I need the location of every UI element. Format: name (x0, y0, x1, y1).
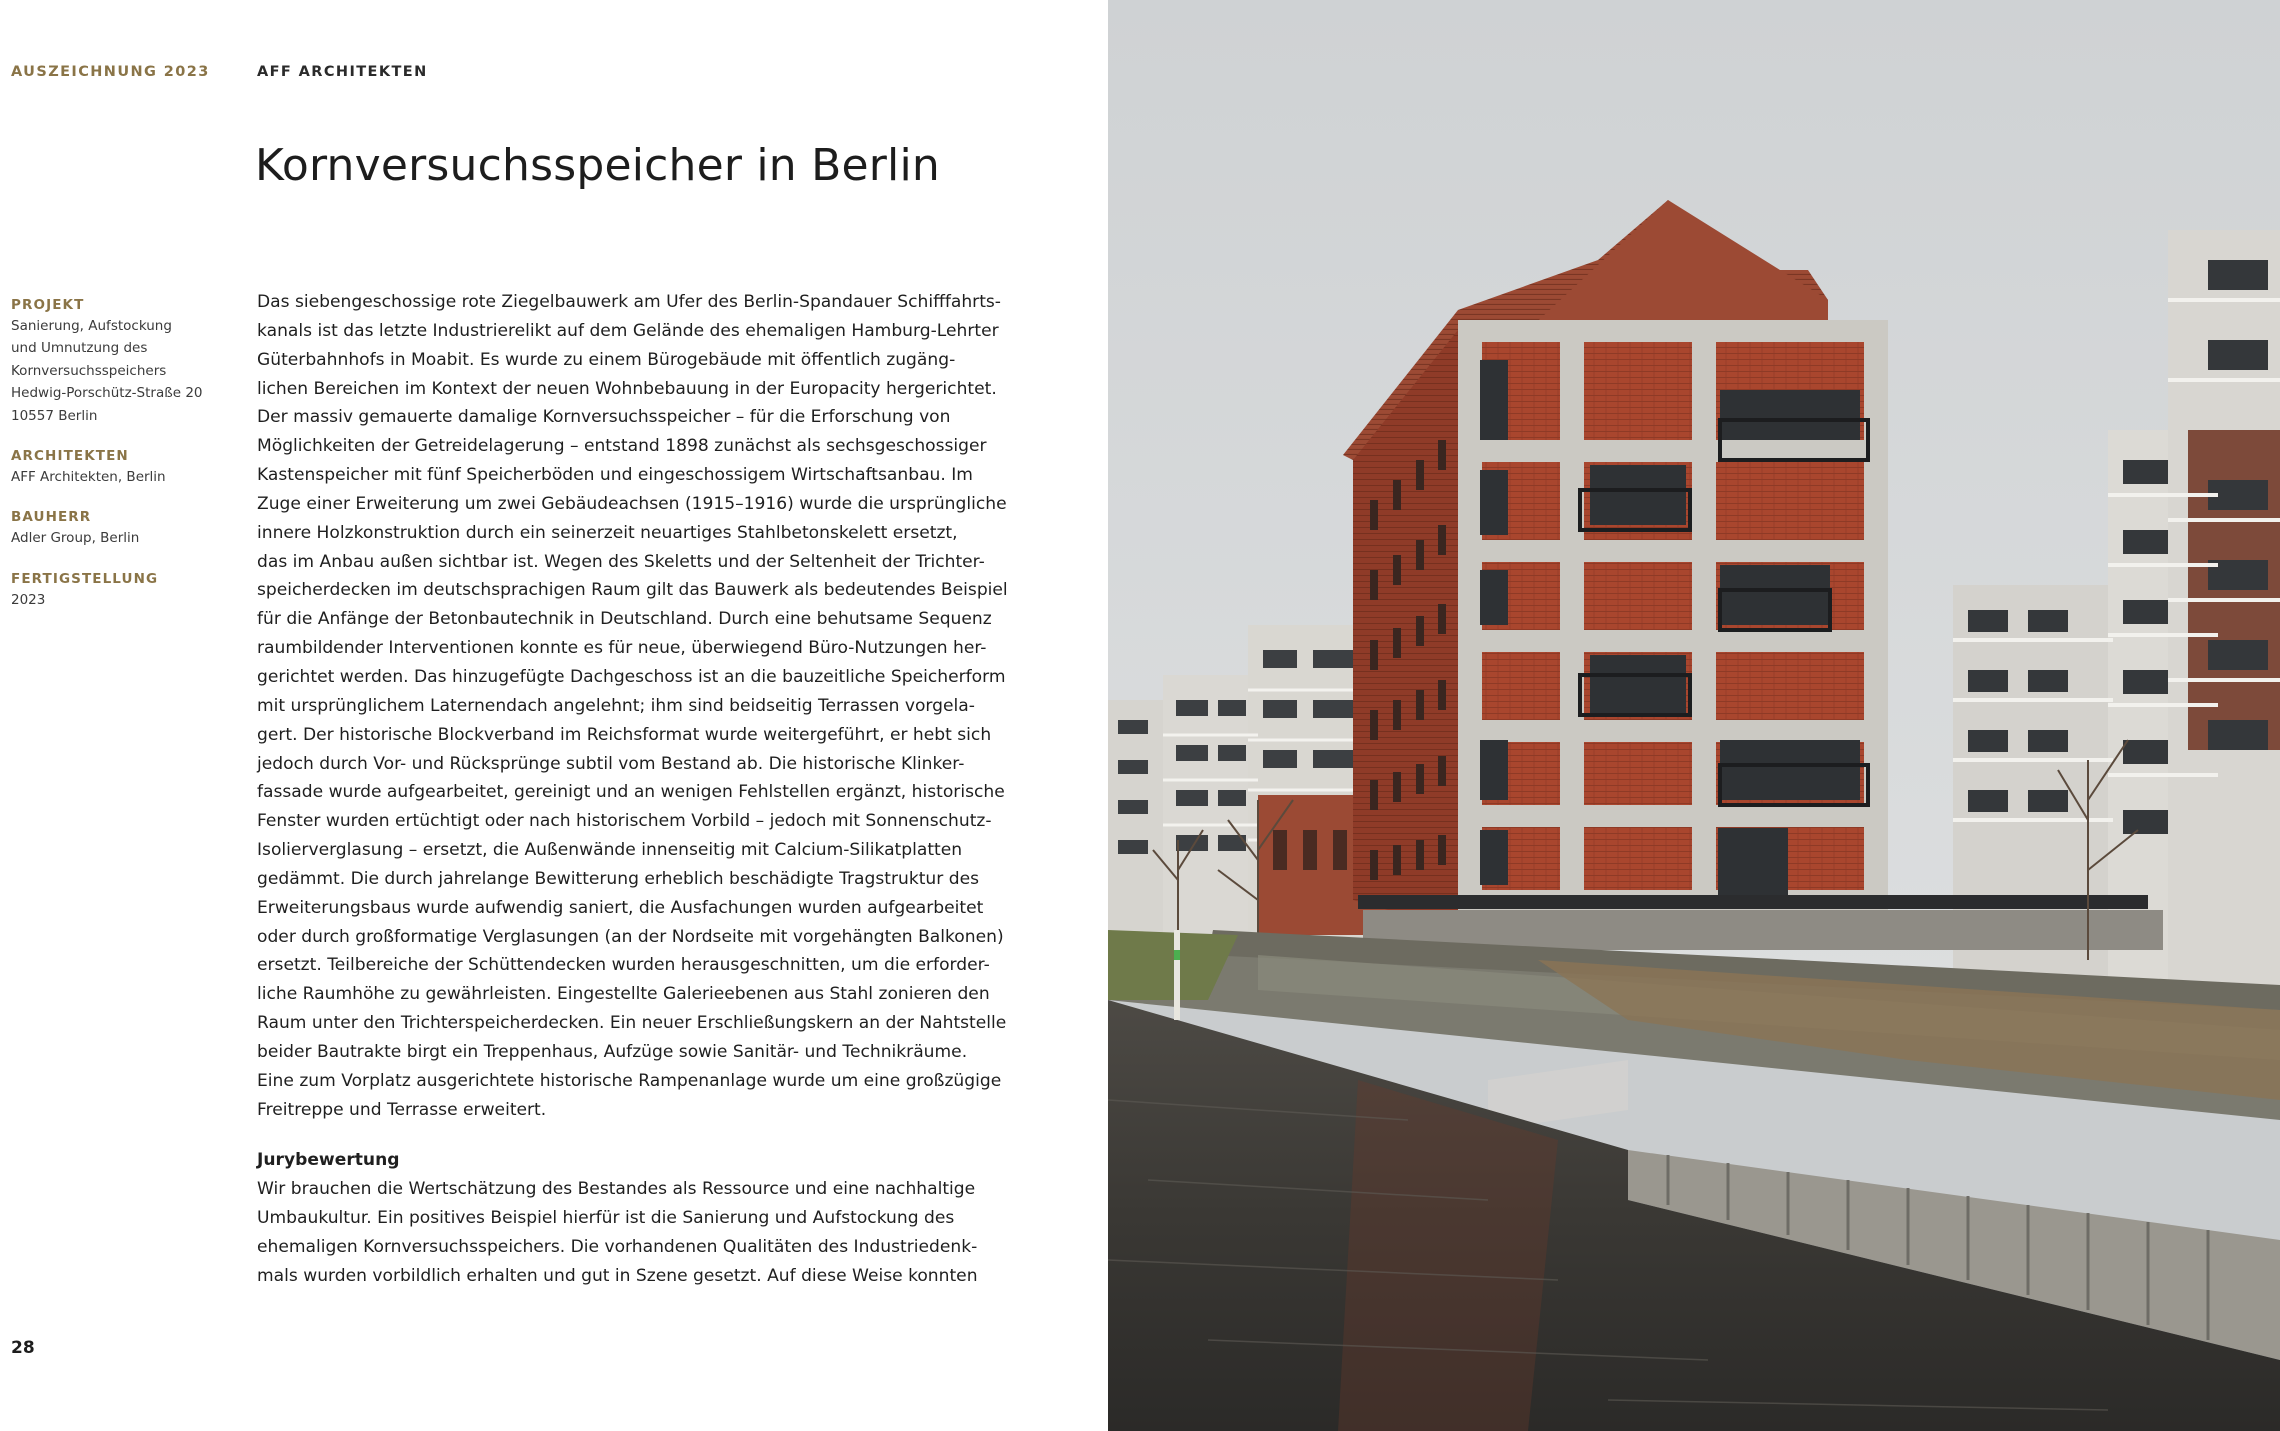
mooring-post (1174, 930, 1180, 1020)
meta-completion (11, 569, 211, 611)
text-line: ehemaligen Kornversuchsspeichers. Die vorhandenen Qualitäten des Industriedenk- (257, 1237, 978, 1257)
text-line: oder durch großformatige Verglasungen (an der Nordseite mit vorgehängten Balkonen) (257, 926, 1004, 947)
text-line: für die Anfänge der Betonbautechnik in Deutschland. Durch eine behutsame Sequenz (257, 609, 992, 630)
text-line: Fenster wurden ertüchtigt oder nach historischem Vorbild – jedoch mit Sonnenschutz- (257, 811, 992, 832)
project-meta-sidebar (11, 295, 211, 630)
meta-project-line: Sanierung, Aufstockung (11, 318, 172, 334)
meta-project-label: PROJEKT (11, 297, 85, 313)
meta-client-label: BAUHERR (11, 509, 92, 526)
meta-architects-line: AFF Architekten, Berlin (11, 469, 166, 486)
meta-project-lines (11, 315, 211, 427)
text-line: Der massiv gemauerte damalige Kornversuchsspeicher – für die Erforschung von (257, 407, 951, 428)
text-line: jedoch durch Vor- und Rücksprünge subtil vom Bestand ab. Die historische Klinker- (257, 753, 965, 774)
meta-project-line: 10557 Berlin (11, 407, 98, 424)
text-line: gert. Der historische Blockverband im Reichsformat wurde weitergeführt, er hebt sich (257, 724, 992, 745)
jury-paragraph (257, 1175, 992, 1290)
text-line: lichen Bereichen im Kontext der neuen Wohnbebauung in der Europacity hergerichtet. (257, 378, 997, 399)
text-line: das im Anbau außen sichtbar ist. Wegen des Skeletts und der Seltenheit der Trichter- (257, 551, 985, 572)
text-line: Wir brauchen die Wertschätzung des Bestandes als Ressource und eine nachhaltige (257, 1179, 976, 1200)
text-line: fassade wurde aufgearbeitet, gereinigt und an wenigen Fehlstellen ergänzt, historische (257, 782, 1005, 803)
text-line: Möglichkeiten der Getreidelagerung – entstand 1898 zunächst als sechsgeschossiger (257, 436, 987, 457)
jury-heading: Jurybewertung (257, 1150, 400, 1171)
text-line: innere Holzkonstruktion durch ein seinerzeit neuartiges Stahlbetonskelett ersetzt, (257, 522, 958, 543)
text-line: mals wurden vorbildlich erhalten und gut in Szene gesetzt. Auf diese Weise konnten (257, 1265, 978, 1286)
award-label: AUSZEICHNUNG 2023 (11, 64, 210, 80)
text-line: Umbaukultur. Ein positives Beispiel hierfür ist die Sanierung und Aufstockung des (257, 1208, 955, 1229)
meta-architects (11, 446, 211, 488)
page-title: Kornversuchsspeicher in Berlin (255, 140, 940, 191)
text-line: Isolierverglasung – ersetzt, die Außenwände innenseitig mit Calcium-Silikatplatten (257, 840, 963, 861)
meta-completion-lines (11, 589, 211, 611)
building-photo-illustration (1108, 0, 2280, 1431)
text-line: Raum unter den Trichterspeicherdecken. Ein neuer Erschließungskern an der Nahtstelle (257, 1013, 1007, 1034)
text-line: ersetzt. Teilbereiche der Schüttendecken wurden herausgeschnitten, um die erforder- (257, 955, 990, 976)
meta-architects-lines (11, 466, 211, 488)
text-line: raumbildender Interventionen konnte es für neue, überwiegend Büro-Nutzungen her- (257, 638, 987, 659)
text-line: kanals ist das letzte Industrierelikt auf dem Gelände des ehemaligen Hamburg-Lehrter (257, 320, 999, 341)
text-line: Das siebengeschossige rote Ziegelbauwerk am Ufer des Berlin-Spandauer Schifffahrts- (257, 292, 1001, 312)
meta-project-line: und Umnutzung des (11, 340, 148, 357)
text-line: mit ursprünglichem Laternendach angelehnt; ihm sind beidseitig Terrassen vorgela- (257, 695, 975, 716)
text-line: liche Raumhöhe zu gewährleisten. Eingestellte Galerieebenen aus Stahl zonieren den (257, 984, 990, 1005)
text-line: Güterbahnhofs in Moabit. Es wurde zu einem Bürogebäude mit öffentlich zugäng- (257, 349, 956, 370)
text-line: Kastenspeicher mit fünf Speicherböden und eingeschossigem Wirtschaftsanbau. Im (257, 465, 973, 486)
text-line: gedämmt. Die durch jahrelange Bewitterung erheblich beschädigte Tragstruktur des (257, 868, 980, 889)
page-number: 28 (11, 1338, 35, 1358)
meta-project-line: Kornversuchsspeichers (11, 362, 167, 379)
text-line: Eine zum Vorplatz ausgerichtete historische Rampenanlage wurde um eine großzügige (257, 1070, 1002, 1091)
building-photo (1108, 0, 2280, 1431)
meta-client (11, 507, 211, 549)
meta-completion-label: FERTIGSTELLUNG (11, 570, 159, 587)
text-line: gerichtet werden. Das hinzugefügte Dachgeschoss ist an die bauzeitliche Speicherform (257, 666, 1006, 687)
meta-architects-label: ARCHITEKTEN (11, 448, 129, 465)
meta-completion-line: 2023 (11, 591, 46, 608)
text-line: Freitreppe und Terrasse erweitert. (257, 1099, 547, 1120)
text-line: beider Bautrakte birgt ein Treppenhaus, Aufzüge sowie Sanitär- und Technikräume. (257, 1041, 968, 1062)
meta-project (11, 295, 211, 427)
body-paragraph (257, 288, 1008, 1124)
meta-project-line: Hedwig-Porschütz-Straße 20 (11, 385, 203, 402)
left-page (0, 0, 1108, 1431)
meta-client-line: Adler Group, Berlin (11, 530, 140, 547)
architect-kicker: AFF ARCHITEKTEN (257, 64, 428, 80)
meta-client-lines (11, 527, 211, 549)
text-line: speicherdecken im deutschsprachigen Raum gilt das Bauwerk als bedeutendes Beispiel (257, 580, 1008, 601)
text-line: Erweiterungsbaus wurde aufwendig saniert, die Ausfachungen wurden aufgearbeitet (257, 897, 984, 918)
text-line: Zuge einer Erweiterung um zwei Gebäudeachsen (1915–1916) wurde die ursprüngliche (257, 493, 1007, 514)
article-body (257, 288, 1008, 1291)
